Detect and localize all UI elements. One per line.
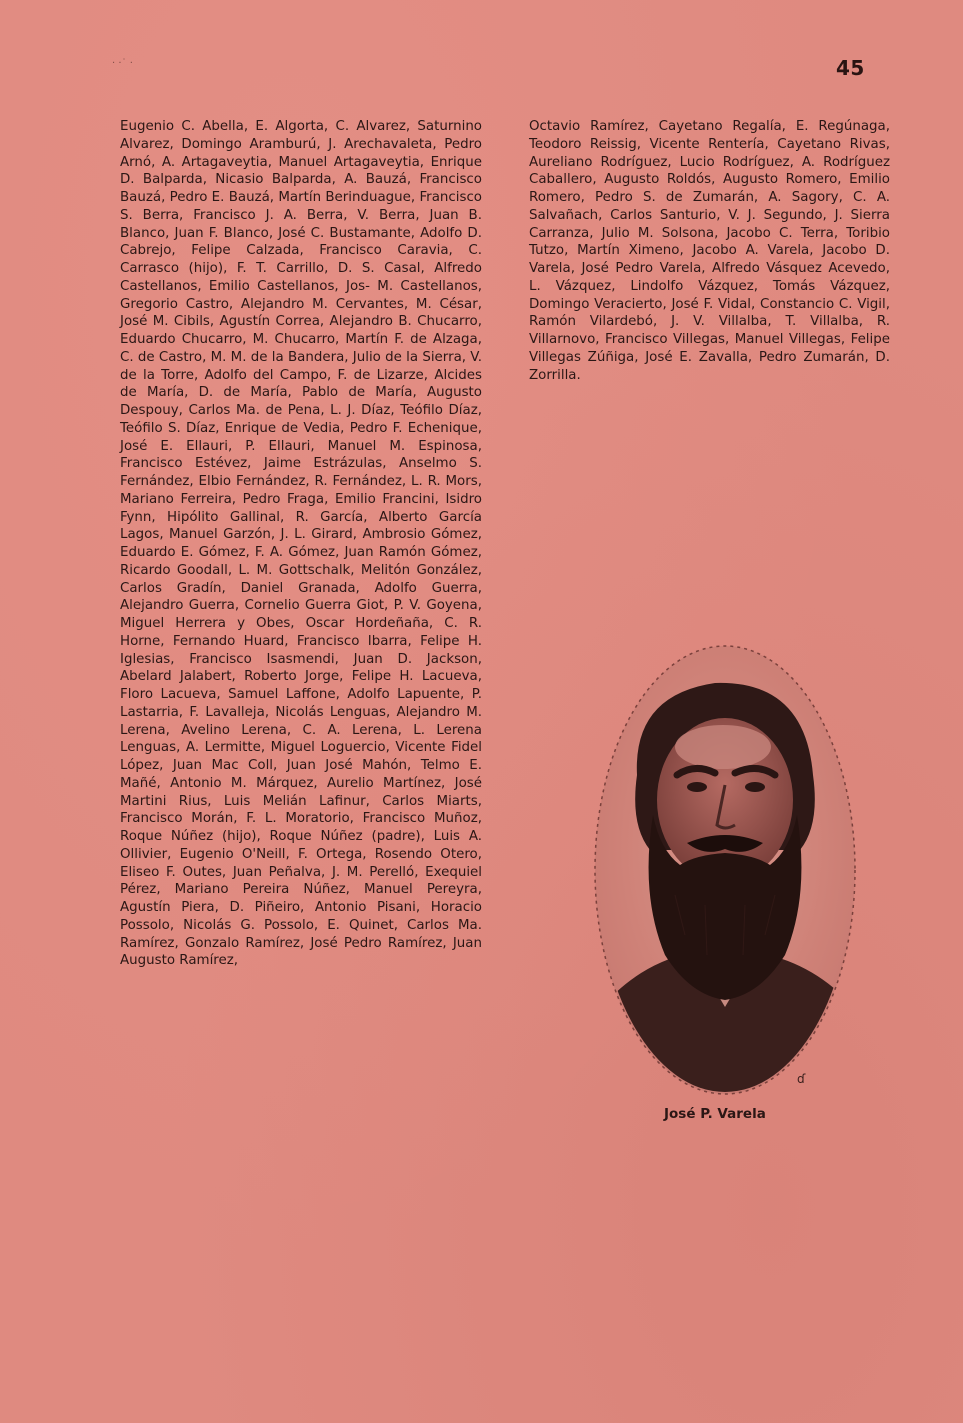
svg-text:ɗ: ɗ	[797, 1072, 806, 1086]
portrait-jose-p-varela	[575, 635, 875, 1105]
left-column-text: Eugenio C. Abella, E. Algorta, C. Alvarez, Saturnino Alvarez, Domingo Aramburú, J. Arechavaleta, Pedro Arnó, A. Artagaveytia, Manuel Artagaveytia, Enrique D. Balparda, Nicasio Balparda, A. Bauzá, Francisco Bauzá, Pedro E. Bauzá, Martín Berinduague, Francisco S. Berra, Francisco J. A. Berra, V. Berra, Juan B. Blanco, Juan F. Blanco, José C. Bustamante, Adolfo D. Cabrejo, Felipe Calzada, Francisco Caravia, C. Carrasco (hijo), F. T. Carrillo, D. S. Casal, Alfredo Castellanos, Emilio Castellanos, Jos- M. Castellanos, Gregorio Castro, Alejandro M. Cervantes, M. César, José M. Cibils, Agustín Correa, Alejandro B. Chucarro, Eduardo Chucarro, M. Chucarro, Martín F. de Alzaga, C. de Castro, M. M. de la Bandera, Julio de la Sierra, V. de la Torre, Adolfo del Campo, F. de Lizarze, Alcides de María, D. de María, Pablo de María, Augusto Despouy, Carlos Ma. de Pena, L. J. Díaz, Teófilo Díaz, Teófilo S. Díaz, Enrique de Vedia, Pedro F. Echenique, José E. Ellauri, P. Ellauri, Manuel M. Espinosa, Francisco Estévez, Jaime Estrázulas, Anselmo S. Fernández, Elbio Fernández, R. Fernández, L. R. Mors, Mariano Ferreira, Pedro Fraga, Emilio Francini, Isidro Fynn, Hipólito Gallinal, R. García, Alberto García Lagos, Manuel Garzón, J. L. Girard, Ambrosio Gómez, Eduardo E. Gómez, F. A. Gómez, Juan Ramón Gómez, Ricardo Goodall, L. M. Gottschalk, Melitón González, Carlos Gradín, Daniel Granada, Adolfo Guerra, Alejandro Guerra, Cornelio Guerra Giot, P. V. Goyena, Miguel Herrera y Obes, Oscar Hordeñaña, C. R. Horne, Fernando Huard, Francisco Ibarra, Felipe H. Iglesias, Francisco Isasmendi, Juan D. Jackson, Abelard Jalabert, Roberto Jorge, Felipe H. Lacueva, Floro Lacueva, Samuel Laffone, Adolfo Lapuente, P. Lastarria, F. Lavalleja, Nicolás Lenguas, Alejandro M. Lerena, Avelino Lerena, C. A. Lerena, L. Lerena Lenguas, A. Lermitte, Miguel Loguercio, Vicente Fidel López, Juan Mac Coll, Juan José Mahón, Telmo E. Mañé, Antonio M. Márquez, Aurelio Martínez, José Martini Rius, Luis Melián Lafinur, Carlos Miarts, Francisco Morán, F. L. Moratorio, Francisco Muñoz, Roque Núñez (hijo), Roque Núñez (padre), Luis A. Ollivier, Eugenio O'Neill, F. Ortega, Rosendo Otero, Eliseo F. Outes, Juan Peñalva, J. M. Perelló, Exequiel Pérez, Mariano Pereira Núñez, Manuel Pereyra, Agustín Piera, D. Piñeiro, Antonio Pisani, Horacio Possolo, Nicolás G. Possolo, E. Quinet, Carlos Ma. Ramírez, Gonzalo Ramírez, José Pedro Ramírez, Juan Augusto Ramírez,	[120, 119, 482, 969]
print-specks: · ·˙ ·	[112, 58, 133, 69]
page-number: 45	[836, 56, 865, 80]
right-column-text: Octavio Ramírez, Cayetano Regalía, E. Regúnaga, Teodoro Reissig, Vicente Rentería, Cayetano Rivas, Aureliano Rodríguez, Lucio Rodríguez, A. Rodríguez Caballero, Augusto Roldós, Augusto Romero, Emilio Romero, Pedro S. de Zumarán, A. Sagory, C. A. Salvañach, Carlos Santurio, V. J. Segundo, J. Sierra Carranza, Julio M. Solsona, Jacobo C. Terra, Toribio Tutzo, Martín Ximeno, Jacobo A. Varela, Jacobo D. Varela, José Pedro Varela, Alfredo Vásquez Acevedo, L. Vázquez, Lindolfo Vázquez, Tomás Vázquez, Domingo Veracierto, José F. Vidal, Constancio C. Vigil, Ramón Vilardebó, J. V. Villalba, T. Villalba, R. Villarnovo, Francisco Villegas, Manuel Villegas, Felipe Villegas Zúñiga, José E. Zavalla, Pedro Zumarán, D. Zorrilla.	[529, 119, 890, 383]
portrait-caption: José P. Varela	[664, 1106, 766, 1122]
